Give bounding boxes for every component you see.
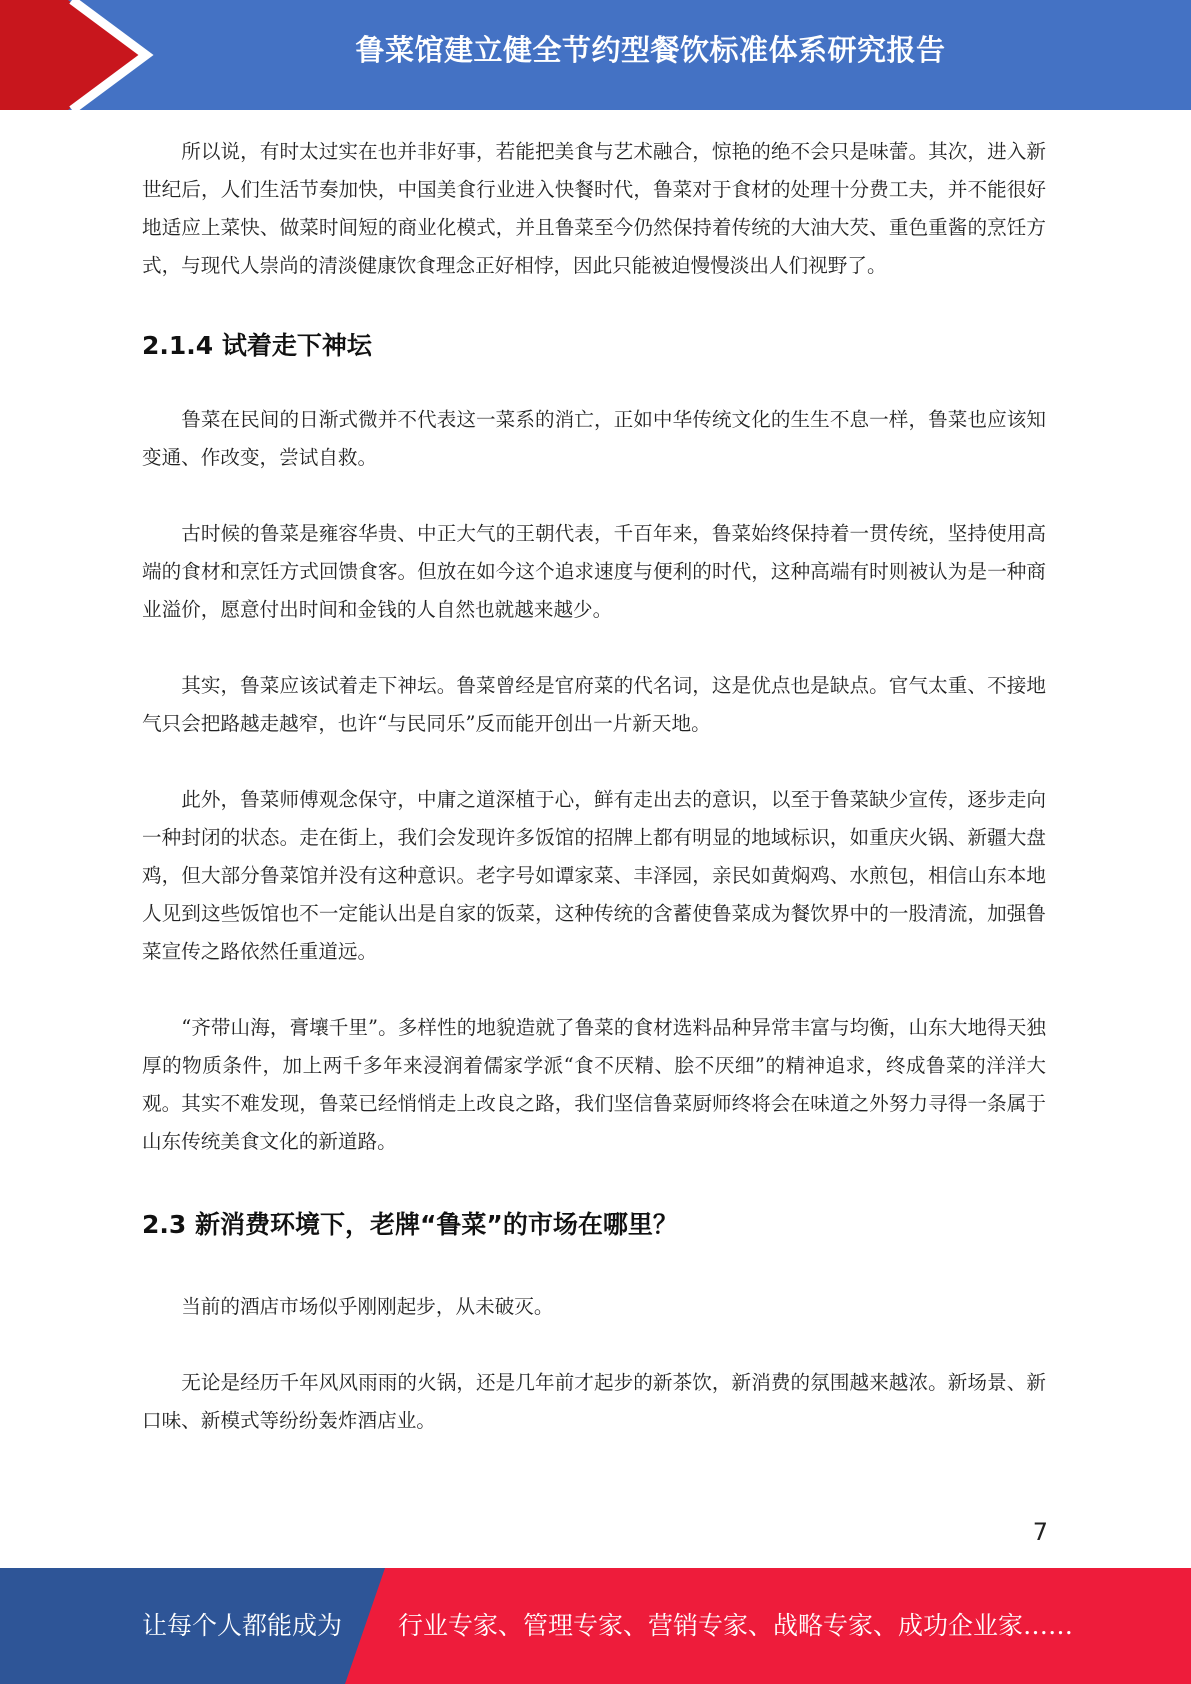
document-body xyxy=(142,133,1046,1440)
paragraph: “齐带山海，膏壤千里”。多样性的地貌造就了鲁菜的食材选料品种异常丰富与均衡，山东大地得天独厚的物质条件，加上两千多年来浸润着儒家学派“食不厌精、脍不厌细”的精神追求，终成鲁菜的洋洋大观。其实不难发现，鲁菜已经悄悄走上改良之路，我们坚信鲁菜厨师终将会在味道之外努力寻得一条属于山东传统美食文化的新道路。 xyxy=(142,1016,1046,1153)
paragraph: 鲁菜在民间的日渐式微并不代表这一菜系的消亡，正如中华传统文化的生生不息一样，鲁菜也应该知变通、作改变，尝试自救。 xyxy=(142,408,1046,469)
footer-slogan-left: 让每个人都能成为 xyxy=(142,1611,343,1640)
paragraph: 此外，鲁菜师傅观念保守，中庸之道深植于心，鲜有走出去的意识，以至于鲁菜缺少宣传，逐步走向一种封闭的状态。走在街上，我们会发现许多饭馆的招牌上都有明显的地域标识，如重庆火锅、新疆大盘鸡，但大部分鲁菜馆并没有这种意识。老字号如谭家菜、丰泽园，亲民如黄焖鸡、水煎包，相信山东本地人见到这些饭馆也不一定能认出是自家的饭菜，这种传统的含蓄使鲁菜成为餐饮界中的一股清流，加强鲁菜宣传之路依然任重道远。 xyxy=(142,788,1046,963)
paragraph: 古时候的鲁菜是雍容华贵、中正大气的王朝代表，千百年来，鲁菜始终保持着一贯传统，坚持使用高端的食材和烹饪方式回馈食客。但放在如今这个追求速度与便利的时代，这种高端有时则被认为是一种商业溢价，愿意付出时间和金钱的人自然也就越来越少。 xyxy=(142,522,1046,621)
footer-slogan-right: 行业专家、管理专家、营销专家、战略专家、成功企业家…… xyxy=(398,1611,1074,1640)
header-title: 鲁菜馆建立健全节约型餐饮标准体系研究报告 xyxy=(355,33,946,67)
paragraph: 所以说，有时太过实在也并非好事，若能把美食与艺术融合，惊艳的绝不会只是味蕾。其次，进入新世纪后，人们生活节奏加快，中国美食行业进入快餐时代，鲁菜对于食材的处理十分费工夫，并不能很好地适应上菜快、做菜时间短的商业化模式，并且鲁菜至今仍然保持着传统的大油大芡、重色重酱的烹饪方式，与现代人崇尚的清淡健康饮食理念正好相悖，因此只能被迫慢慢淡出人们视野了。 xyxy=(142,140,1046,277)
page-number: 7 xyxy=(1032,1518,1048,1546)
page-header xyxy=(0,0,1191,110)
section-heading: 2.3 新消费环境下，老牌“鲁菜”的市场在哪里？ xyxy=(142,1210,678,1239)
paragraph: 其实，鲁菜应该试着走下神坛。鲁菜曾经是官府菜的代名词，这是优点也是缺点。官气太重、不接地气只会把路越走越窄，也许“与民同乐”反而能开创出一片新天地。 xyxy=(142,674,1046,735)
section-heading: 2.1.4 试着走下神坛 xyxy=(142,331,372,360)
page-footer xyxy=(0,1568,1191,1684)
paragraph: 无论是经历千年风风雨雨的火锅，还是几年前才起步的新茶饮，新消费的氛围越来越浓。新场景、新口味、新模式等纷纷轰炸酒店业。 xyxy=(142,1371,1046,1432)
paragraph: 当前的酒店市场似乎刚刚起步，从未破灭。 xyxy=(181,1295,554,1318)
